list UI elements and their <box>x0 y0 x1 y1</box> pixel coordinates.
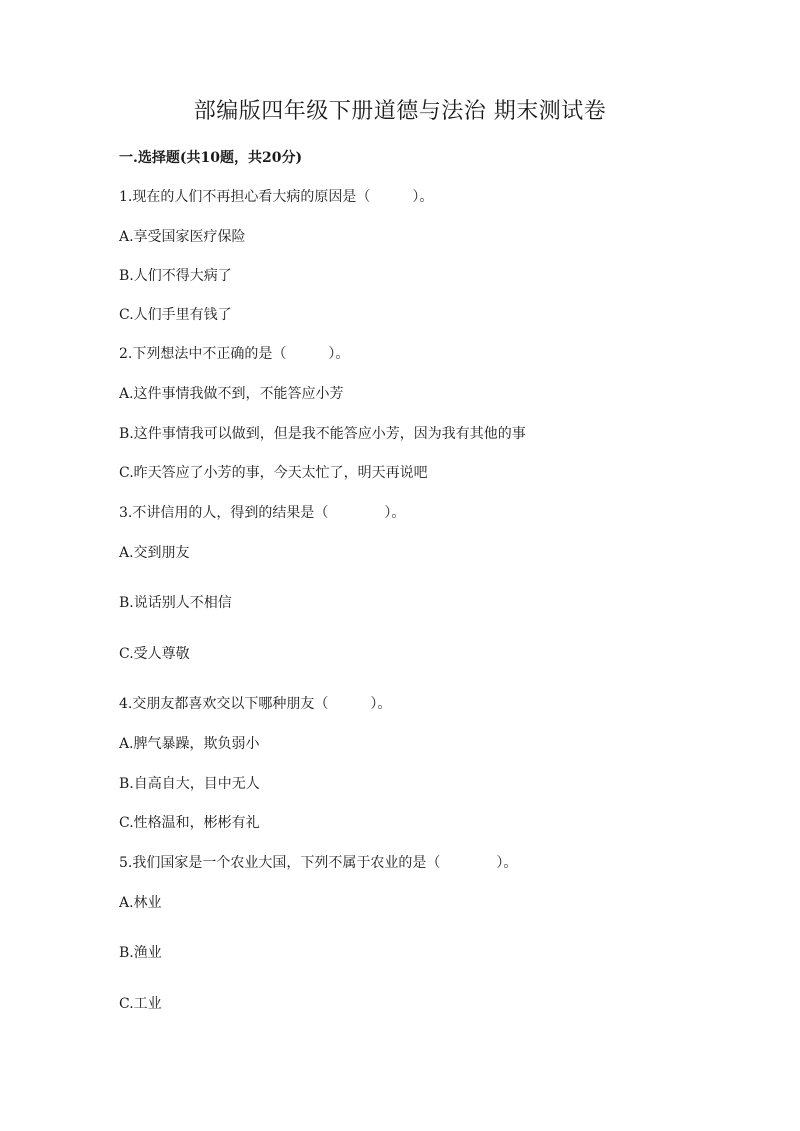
question-option: B.人们不得大病了 <box>119 268 232 284</box>
question-stem: 3.不讲信用的人，得到的结果是（ ）。 <box>119 505 406 521</box>
question-option: A.享受国家医疗保险 <box>119 229 246 245</box>
question-stem: 4.交朋友都喜欢交以下哪种朋友（ ）。 <box>119 696 392 712</box>
question-option: A.这件事情我做不到，不能答应小芳 <box>119 386 344 402</box>
question-option: B.自高自大，目中无人 <box>119 776 260 792</box>
question-option: A.脾气暴躁，欺负弱小 <box>119 736 260 752</box>
question-option: C.性格温和，彬彬有礼 <box>119 815 260 831</box>
question-stem: 1.现在的人们不再担心看大病的原因是（ ）。 <box>119 189 434 205</box>
question-option: B.这件事情我可以做到，但是我不能答应小芳，因为我有其他的事 <box>119 426 526 442</box>
question-option: B.说话别人不相信 <box>119 595 232 611</box>
question-option: C.人们手里有钱了 <box>119 307 232 323</box>
question-stem: 2.下列想法中不正确的是（ ）。 <box>119 346 350 362</box>
question-option: B.渔业 <box>119 945 162 961</box>
section-heading: 一.选择题(共10题，共20分) <box>119 150 303 166</box>
question-option: C.昨天答应了小芳的事，今天太忙了，明天再说吧 <box>119 465 428 481</box>
question-stem: 5.我们国家是一个农业大国，下列不属于农业的是（ ）。 <box>119 855 518 871</box>
question-option: A.交到朋友 <box>119 545 190 561</box>
question-option: C.工业 <box>119 996 162 1012</box>
question-option: C.受人尊敬 <box>119 646 190 662</box>
page-title: 部编版四年级下册道德与法治 期末测试卷 <box>193 99 607 124</box>
question-option: A.林业 <box>119 895 162 911</box>
